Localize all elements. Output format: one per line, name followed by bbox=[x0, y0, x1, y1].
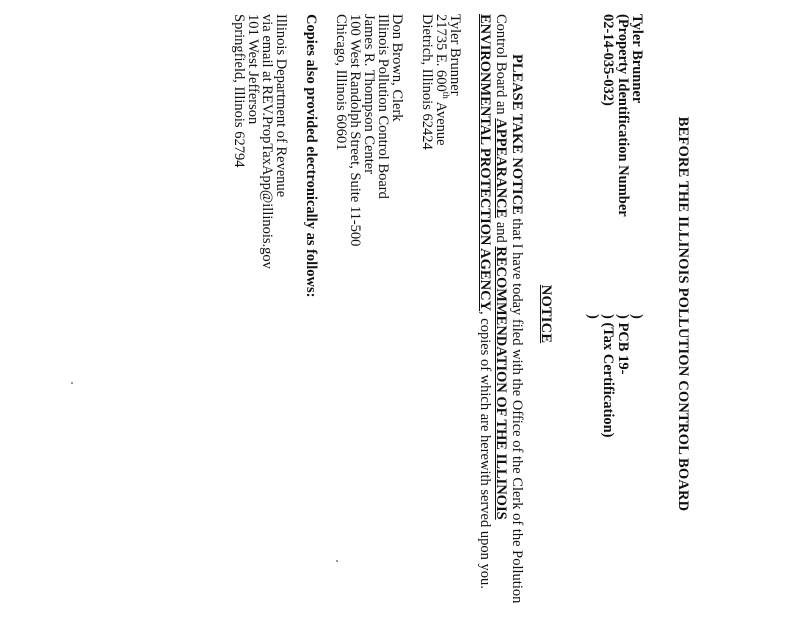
recipient-2-name: Don Brown, Clerk bbox=[389, 14, 405, 122]
appearance-doc-title: APPEARANCE bbox=[493, 118, 509, 219]
caption-case-number: ) PCB 19- bbox=[615, 314, 631, 375]
recipient-1-city: Dietrich, Illinois 62424 bbox=[419, 14, 435, 150]
notice-text-1: that I have today filed with the Office of the Clerk of the Pollution bbox=[509, 214, 525, 604]
recipient-1-ordinal: th bbox=[440, 91, 451, 99]
recipient-3-name: Illinois Department of Revenue bbox=[273, 14, 289, 198]
recipient-3-street: 101 West Jefferson bbox=[245, 14, 261, 125]
recipient-1-street-type: Avenue bbox=[433, 98, 449, 146]
document-heading: BEFORE THE ILLINOIS POLLUTION CONTROL BOARD bbox=[675, 116, 691, 512]
recipient-1-street bbox=[433, 14, 451, 146]
rotated-document-page bbox=[130, 14, 690, 614]
recipient-3-city: Springfield, Illinois 62794 bbox=[231, 14, 247, 168]
notice-title: NOTICE bbox=[538, 284, 554, 344]
notice-body-line-2 bbox=[494, 14, 508, 520]
caption-paren-1: ) bbox=[629, 314, 645, 319]
recommendation-doc-title: RECOMMENDATION OF THE ILLINOIS bbox=[493, 246, 509, 520]
caption-pin-number: 02-14-035-032) bbox=[600, 14, 616, 106]
notice-lead: PLEASE TAKE NOTICE bbox=[509, 54, 525, 215]
caption-paren-4: ) bbox=[585, 314, 601, 319]
recipient-2-city: Chicago, Illinois 60601 bbox=[333, 14, 349, 151]
caption-pin-label: (Property Identification Number bbox=[615, 14, 631, 217]
notice-and: and bbox=[493, 218, 509, 247]
copies-heading: Copies also provided electronically as follows: bbox=[303, 14, 319, 298]
recipient-1-name: Tyler Brunner bbox=[447, 14, 463, 96]
scan-speck bbox=[336, 560, 338, 562]
notice-body-line-1 bbox=[510, 54, 524, 603]
agency-name: ENVIRONMENTAL PROTECTION AGENCY bbox=[477, 14, 493, 312]
caption-case-type: ) (Tax Certification) bbox=[600, 314, 616, 438]
recipient-3-email: via email at REV.PropTaxApp@illinois.gov bbox=[259, 14, 275, 269]
notice-text-prefix: Control Board an bbox=[493, 14, 509, 119]
notice-tail: , copies of which are herewith served upon you. bbox=[477, 311, 493, 589]
recipient-2-street: 100 West Randolph Street, Suite 11-500 bbox=[347, 14, 363, 247]
scan-speck bbox=[71, 382, 73, 384]
recipient-2-building: James R. Thompson Center bbox=[361, 14, 377, 175]
recipient-1-street-number: 21735 E. 600 bbox=[433, 14, 449, 92]
caption-party-name: Tyler Brunner bbox=[629, 14, 645, 104]
recipient-2-org: Illinois Pollution Control Board bbox=[375, 14, 391, 199]
notice-body-line-3 bbox=[478, 14, 492, 589]
